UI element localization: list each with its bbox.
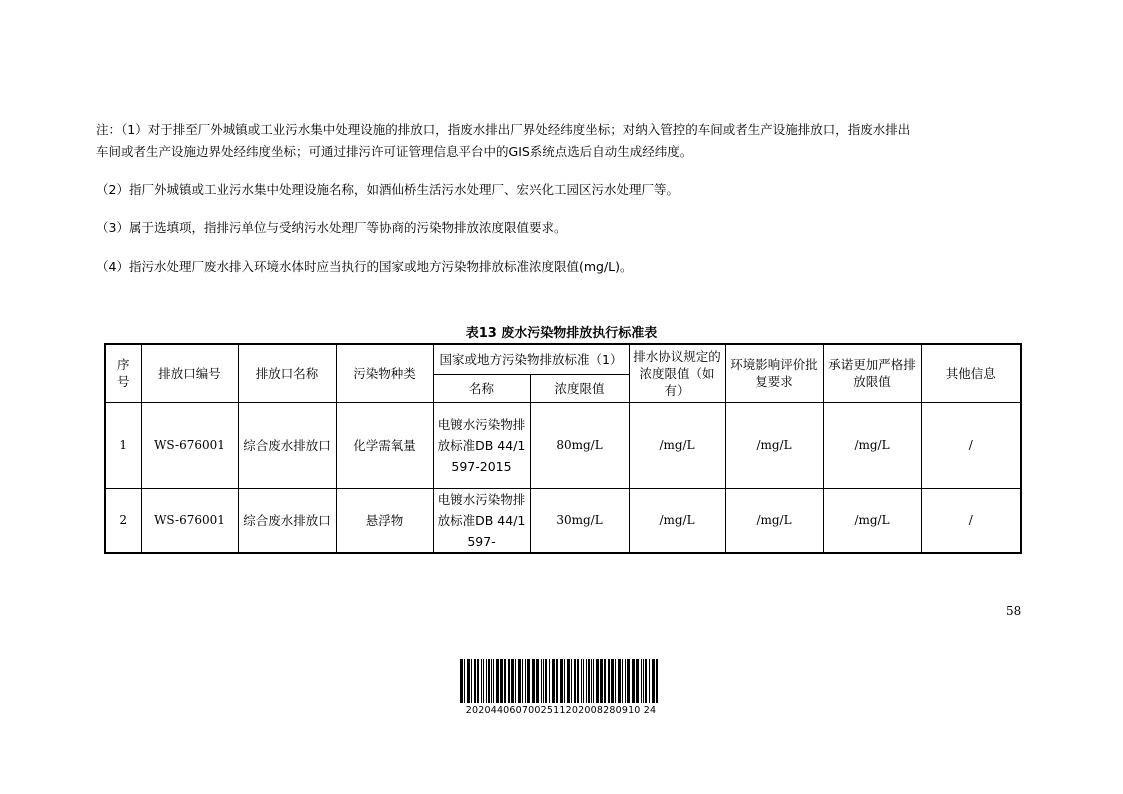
barcode-bar: [483, 659, 484, 703]
note-2: （2）指厂外城镇或工业污水集中处理设施名称，如酒仙桥生活污水处理厂、宏兴化工园区污水处理厂等。: [96, 182, 679, 197]
barcode-bar: [467, 659, 470, 703]
cell-other: /: [921, 402, 1021, 488]
cell-standard-name: 电镀水污染物排放标准DB 44/1597-2015: [433, 402, 530, 488]
barcode-bar: [574, 659, 576, 703]
header-standard: 国家或地方污染物排放标准（1）: [433, 344, 629, 374]
cell-stricter: /mg/L: [823, 402, 921, 488]
barcode-bar: [645, 659, 647, 703]
barcode-bar: [593, 659, 594, 703]
table-title: 表13 废水污染物排放执行标准表: [465, 326, 658, 341]
barcode-bar: [591, 659, 592, 703]
barcode-bar: [615, 659, 616, 703]
barcode-bar: [496, 659, 499, 703]
header-outlet-id: 排放口编号: [141, 344, 238, 402]
barcode-bar: [588, 659, 590, 703]
barcode-bar: [641, 659, 642, 703]
barcode-bar: [477, 659, 479, 703]
cell-limit: 80mg/L: [530, 402, 629, 488]
barcode-bar: [536, 659, 539, 703]
header-eia: 环境影响评价批复要求: [725, 344, 823, 402]
note-4: （4）指污水处理厂废水排入环境水体时应当执行的国家或地方污染物排放标准浓度限值(mg/L)。: [96, 259, 633, 274]
cell-stricter: /mg/L: [823, 488, 921, 553]
cell-standard-name: 电镀水污染物排放标准DB 44/1597-: [433, 488, 530, 553]
header-standard-limit: 浓度限值: [530, 374, 629, 402]
barcode-bar: [552, 659, 555, 703]
barcode-bar: [577, 659, 579, 703]
barcode-bar: [618, 659, 621, 703]
barcode-bar: [481, 659, 482, 703]
barcode-bar: [608, 659, 610, 703]
barcode-bar: [560, 659, 563, 703]
note-3: （3）属于选填项，指排污单位与受纳污水处理厂等协商的污染物排放浓度限值要求。: [96, 220, 567, 235]
barcode-bar: [600, 659, 603, 703]
barcode-bar: [527, 659, 530, 703]
cell-eia: /mg/L: [725, 488, 823, 553]
header-pollutant: 污染物种类: [336, 344, 433, 402]
barcode-bar: [581, 659, 582, 703]
cell-outlet-id: WS-676001: [141, 402, 238, 488]
barcode-bar: [586, 659, 587, 703]
barcode-bar: [541, 659, 542, 703]
barcode-bar: [643, 659, 644, 703]
barcode-bar: [500, 659, 503, 703]
header-stricter: 承诺更加严格排放限值: [823, 344, 921, 402]
barcode-number: 2020440607002511202008280910 24: [465, 705, 657, 716]
cell-pollutant: 悬浮物: [336, 488, 433, 553]
barcode-bar: [649, 659, 650, 703]
cell-outlet-name: 综合废水排放口: [238, 402, 336, 488]
barcode-bar: [545, 659, 547, 703]
barcode-bar: [532, 659, 535, 703]
barcode-bar: [625, 659, 626, 703]
cell-outlet-id: WS-676001: [141, 488, 238, 553]
barcode-bar: [471, 659, 472, 703]
header-seq: 序 号: [105, 344, 141, 402]
cell-eia: /mg/L: [725, 402, 823, 488]
cell-agreement: /mg/L: [629, 488, 725, 553]
barcode-bar: [508, 659, 510, 703]
table-row: [105, 402, 1021, 488]
barcode-bar: [491, 659, 492, 703]
barcode-bar: [460, 659, 463, 703]
barcode-bar: [564, 659, 565, 703]
cell-pollutant: 化学需氧量: [336, 402, 433, 488]
barcode-bar: [622, 659, 623, 703]
note-1-line-1: 注：（1）对于排至厂外城镇或工业污水集中处理设施的排放口，指废水排出厂界处经纬度坐标；对纳入管控的车间或者生产设施排放口，指废水排出: [96, 122, 911, 137]
page-number: 58: [1006, 604, 1022, 618]
barcode-bar: [652, 659, 655, 703]
barcode-bar: [583, 659, 584, 703]
cell-seq: 2: [105, 488, 141, 553]
barcode-bar: [604, 659, 606, 703]
barcode-bar: [556, 659, 558, 703]
barcode-bar: [632, 659, 635, 703]
barcode-image: [460, 659, 662, 703]
barcode-bar: [656, 659, 658, 703]
barcode-bar: [627, 659, 630, 703]
barcode-bar: [464, 659, 465, 703]
barcode-bar: [511, 659, 514, 703]
barcode-bar: [493, 659, 494, 703]
barcode-bar: [611, 659, 614, 703]
cell-agreement: /mg/L: [629, 402, 725, 488]
barcode-bar: [636, 659, 639, 703]
header-agreement: 排水协议规定的浓度限值（如有）: [629, 344, 725, 402]
barcode-bar: [518, 659, 521, 703]
header-standard-name: 名称: [433, 374, 530, 402]
cell-outlet-name: 综合废水排放口: [238, 488, 336, 553]
barcode-bar: [522, 659, 523, 703]
header-outlet-name: 排放口名称: [238, 344, 336, 402]
barcode-bar: [567, 659, 570, 703]
barcode-bar: [515, 659, 516, 703]
note-1-line-2: 车间或者生产设施边界处经纬度坐标；可通过排污许可证管理信息平台中的GIS系统点选后自动生成经纬度。: [96, 144, 693, 159]
barcode-bar: [525, 659, 526, 703]
barcode-bar: [549, 659, 550, 703]
barcode-bar: [596, 659, 599, 703]
barcode-bar: [486, 659, 487, 703]
barcode-bar: [474, 659, 476, 703]
barcode-bar: [504, 659, 506, 703]
cell-seq: 1: [105, 402, 141, 488]
barcode-bar: [543, 659, 544, 703]
cell-limit: 30mg/L: [530, 488, 629, 553]
standards-table: [104, 343, 1022, 554]
barcode-bar: [488, 659, 490, 703]
barcode-bar: [571, 659, 572, 703]
header-other: 其他信息: [921, 344, 1021, 402]
cell-other: /: [921, 488, 1021, 553]
table-row: [105, 488, 1021, 553]
